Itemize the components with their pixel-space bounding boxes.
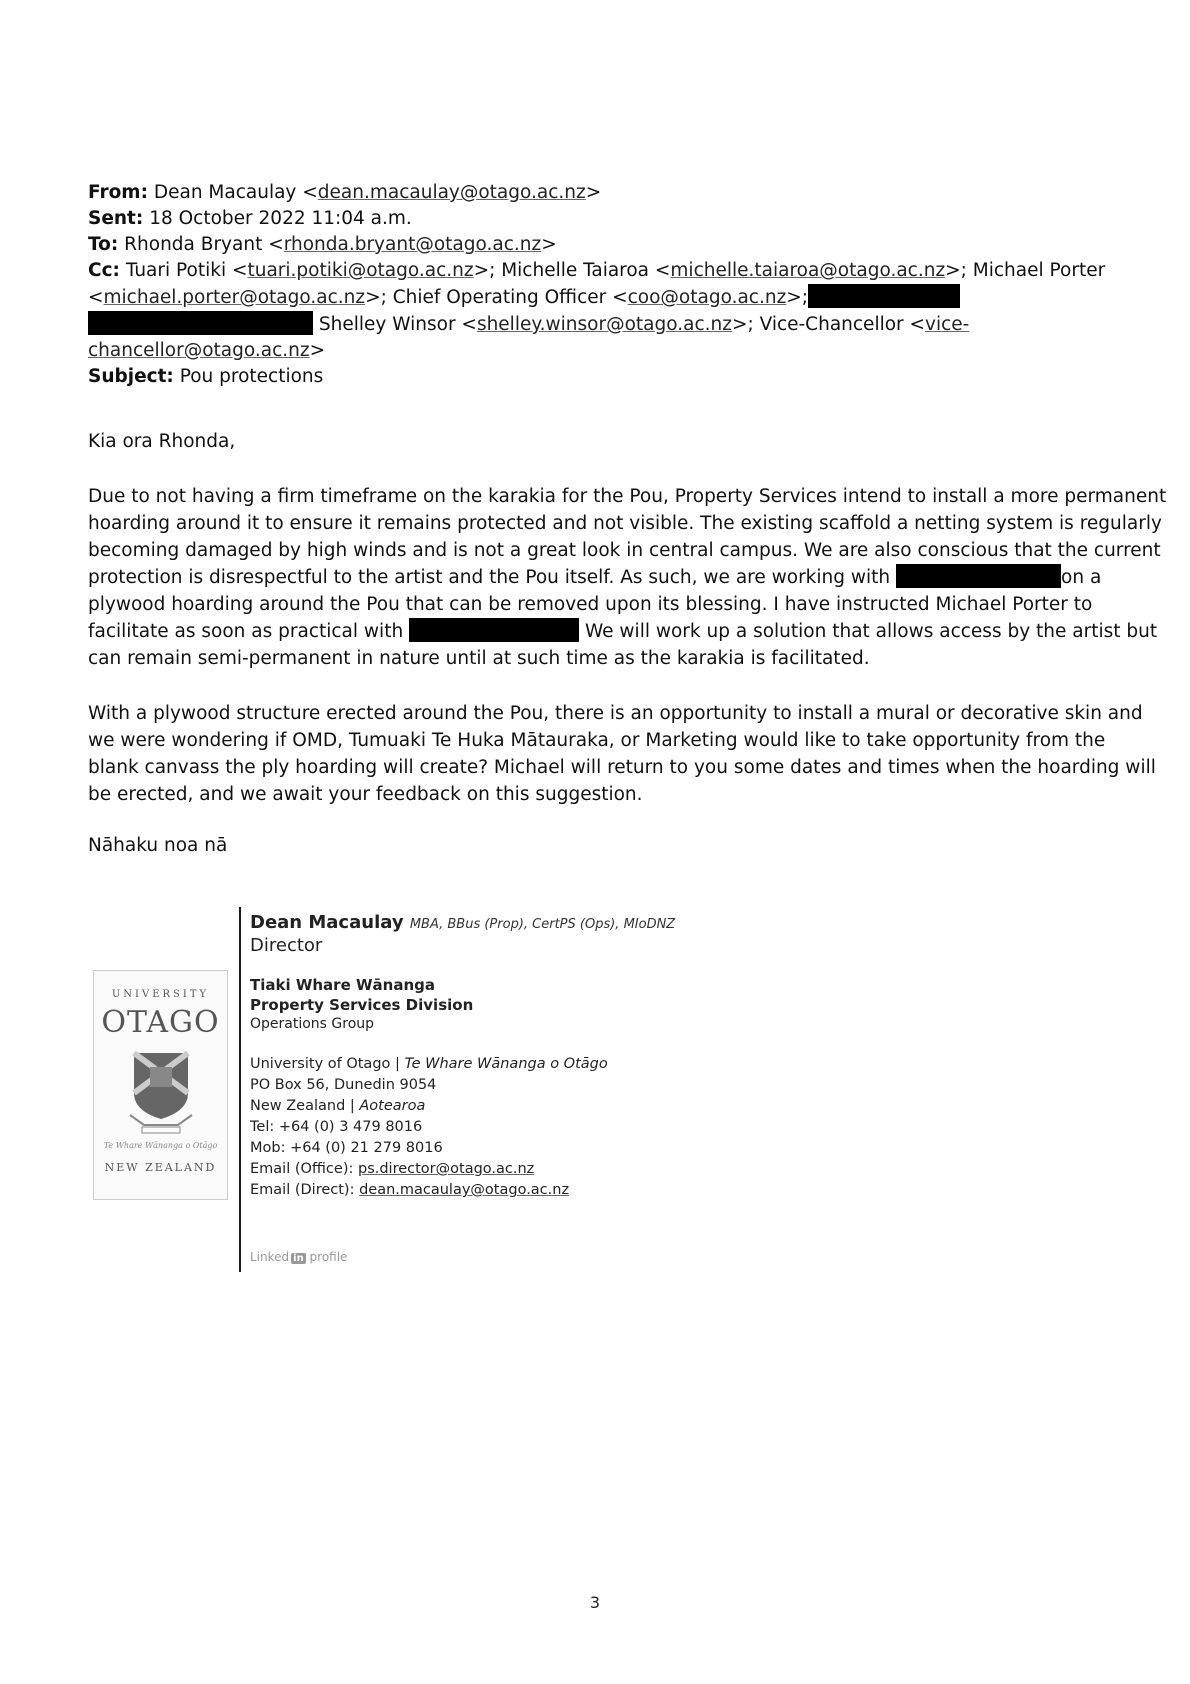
p1-line-4b: on a (1061, 567, 1102, 588)
to-label: To: (88, 234, 119, 255)
cc4-close: >; (786, 287, 809, 308)
cc-row-1 (88, 258, 1108, 284)
sent-row (88, 206, 1108, 232)
paragraph-2 (88, 700, 1156, 808)
signature-title: Director (250, 935, 323, 956)
p1-line-4a: protection is disrespectful to the artist and the Pou itself. As such, we are working with (88, 567, 891, 588)
signature-university (250, 1054, 750, 1075)
p1-line-6a: facilitate as soon as practical with (88, 621, 404, 642)
signature-group: Operations Group (250, 1016, 375, 1032)
cc6-email-link-part2[interactable]: chancellor@otago.ac.nz (88, 340, 310, 361)
sent-label: Sent: (88, 208, 144, 229)
subject-label: Subject: (88, 366, 174, 387)
univ-name: University of Otago | (250, 1056, 405, 1072)
to-email-link[interactable]: rhonda.bryant@otago.ac.nz (283, 234, 542, 255)
cc2-email-link[interactable]: michelle.taiaroa@otago.ac.nz (670, 260, 946, 281)
cc1-email-link[interactable]: tuari.potiki@otago.ac.nz (247, 260, 474, 281)
logo-nz-text: NEW ZEALAND (104, 1161, 217, 1174)
signature-po-box: PO Box 56, Dunedin 9054 (250, 1077, 437, 1093)
signature-division: Property Services Division (250, 996, 474, 1014)
logo-university-text: UNIVERSITY (111, 989, 210, 1000)
logo-maori-text: Te Whare Wānanga o Otāgo (103, 1141, 218, 1150)
from-row (88, 180, 1108, 206)
cc4-email-link[interactable]: coo@otago.ac.nz (627, 287, 787, 308)
signature-email-direct (250, 1180, 750, 1201)
p1-line: plywood hoarding around the Pou that can be removed upon its blessing. I have instructed Michael Porter to (88, 594, 1093, 615)
redaction-box (808, 284, 960, 308)
p1-line (88, 618, 1158, 645)
cc-row-3 (88, 311, 1108, 338)
p2-line: be erected, and we await your feedback on this suggestion. (88, 784, 643, 805)
signature-tel: Tel: +64 (0) 3 479 8016 (250, 1119, 423, 1135)
page-number: 3 (589, 1593, 601, 1612)
cc-label: Cc: (88, 260, 120, 281)
cc3-open: < (88, 287, 104, 308)
university-logo (93, 970, 228, 1200)
linkedin-text: Linked (250, 1250, 290, 1264)
p1-line: can remain semi-permanent in nature until at such time as the karakia is facilitated. (88, 648, 870, 669)
paragraph-1 (88, 483, 1167, 672)
p2-line: blank canvass the ply hoarding will create? Michael will return to you some dates and times when the hoarding will (88, 757, 1156, 778)
email-direct-label: Email (Direct): (250, 1182, 360, 1198)
signature-mob: Mob: +64 (0) 21 279 8016 (250, 1140, 443, 1156)
cc6-email-link-part1[interactable]: vice- (925, 314, 970, 335)
signature-contact (250, 1054, 750, 1201)
redaction-box (896, 564, 1061, 588)
p1-line: hoarding around it to ensure it remains protected and not visible. The existing scaffold a netting system is regularly (88, 513, 1162, 534)
email-office-link[interactable]: ps.director@otago.ac.nz (357, 1161, 535, 1177)
p1-line: becoming damaged by high winds and is not a great look in central campus. We are also conscious that the current (88, 540, 1161, 561)
cc5-name: Shelley Winsor < (318, 314, 477, 335)
cc1-name: Tuari Potiki < (125, 260, 248, 281)
subject-row (88, 364, 1108, 390)
signature-qualifications: MBA, BBus (Prop), CertPS (Ops), MIoDNZ (409, 917, 676, 932)
p1-line-6b: We will work up a solution that allows access by the artist but (584, 621, 1158, 642)
signoff-text: Nāhaku noa nā (88, 835, 228, 856)
to-row (88, 232, 1108, 258)
email-direct-link[interactable]: dean.macaulay@otago.ac.nz (359, 1182, 570, 1198)
from-email-link[interactable]: dean.macaulay@otago.ac.nz (317, 182, 586, 203)
signoff (88, 832, 1128, 859)
cc4-name: >; Chief Operating Officer < (365, 287, 628, 308)
linkedin-link[interactable] (250, 1250, 347, 1264)
cc6-close: > (309, 340, 326, 361)
country-name: New Zealand | (250, 1098, 360, 1114)
logo-otago-text: OTAGO (101, 1005, 220, 1040)
signature-country (250, 1096, 750, 1117)
cc3-name: >; Michael Porter (945, 260, 1106, 281)
p1-line: Due to not having a firm timeframe on the karakia for the Pou, Property Services intend to install a more permanent (88, 486, 1167, 507)
cc-row-4 (88, 338, 1108, 364)
redaction-box (409, 618, 579, 642)
from-close: > (585, 182, 602, 203)
signature-divider (239, 907, 241, 1272)
p2-line: we were wondering if OMD, Tumuaki Te Huka Mātauraka, or Marketing would like to take opportunity from the (88, 730, 1106, 751)
linkedin-icon: in (293, 1253, 304, 1264)
signature-name: Dean Macaulay (250, 912, 404, 933)
from-name: Dean Macaulay < (153, 182, 318, 203)
greeting-text: Kia ora Rhonda, (88, 431, 236, 452)
to-close: > (541, 234, 557, 255)
cc2-name: >; Michelle Taiaroa < (473, 260, 671, 281)
email-header (88, 180, 1108, 390)
redaction-box (88, 311, 313, 335)
signature-org-maori: Tiaki Whare Wānanga (250, 976, 435, 994)
crest-icon (126, 1049, 196, 1135)
cc-row-2 (88, 284, 1108, 311)
to-name: Rhonda Bryant < (124, 234, 284, 255)
email-office-label: Email (Office): (250, 1161, 358, 1177)
linkedin-profile-text: profile (309, 1250, 348, 1264)
univ-maori-name: Te Whare Wānanga o Otāgo (404, 1056, 608, 1072)
signature-email-office (250, 1159, 750, 1180)
cc6-name: >; Vice-Chancellor < (731, 314, 926, 335)
country-maori-name: Aotearoa (359, 1098, 426, 1114)
p2-line: With a plywood structure erected around the Pou, there is an opportunity to install a mural or decorative skin and (88, 703, 1143, 724)
p1-line (88, 564, 1128, 591)
subject-value: Pou protections (179, 366, 324, 387)
sent-value: 18 October 2022 11:04 a.m. (149, 208, 412, 229)
cc3-email-link[interactable]: michael.porter@otago.ac.nz (103, 287, 366, 308)
signature-name-row (250, 912, 750, 933)
from-label: From: (88, 182, 148, 203)
email-signature (250, 912, 750, 1201)
greeting (88, 428, 1128, 455)
cc5-email-link[interactable]: shelley.winsor@otago.ac.nz (476, 314, 732, 335)
